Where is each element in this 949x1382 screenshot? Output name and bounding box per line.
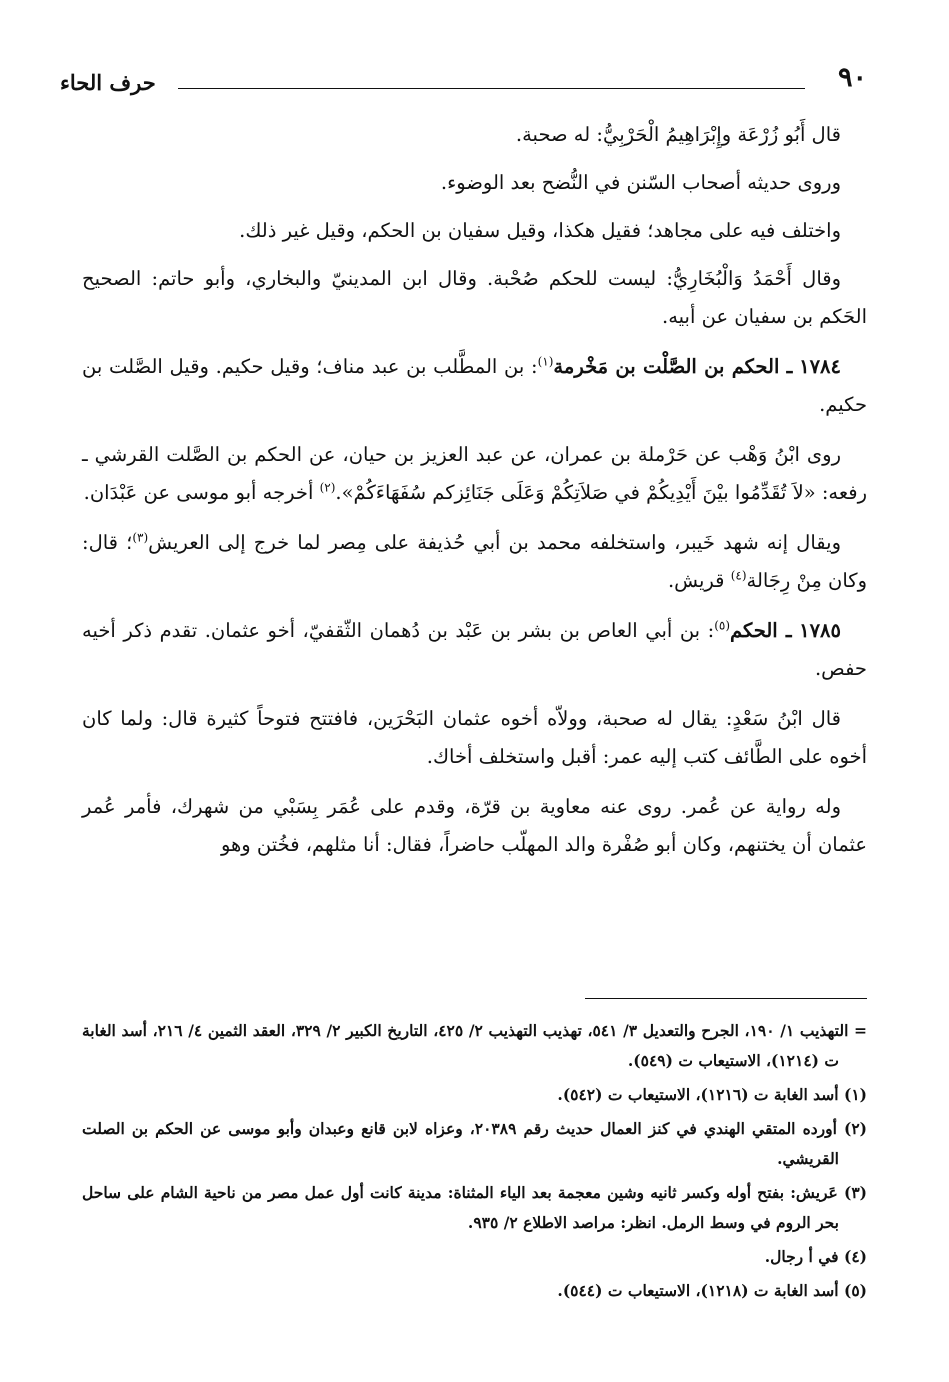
paragraph-text: ؛ قال: وكان مِنْ رِجَالة	[82, 531, 867, 592]
footnote-marker[interactable]: (٥)	[714, 618, 731, 633]
footnote-3: (٣) عَريش: بفتح أوله وكسر ثانيه وشين معجمة بعد الياء المثناة: مدينة كانت أول عمل مصر من ناحية الشام على ساحل بحر الروم في وسط الرمل. انظر: مراصد الاطلاع ٢/ ٩٣٥.	[82, 1183, 867, 1232]
paragraph	[82, 524, 867, 600]
footnote-4: (٤) في أ رجال.	[764, 1247, 867, 1266]
page-number: ٩٠	[837, 62, 867, 93]
entry-heading: ـ الحكم	[730, 619, 792, 642]
entry-text: : بن أبي العاص بن بشر بن عَبْد بن دُهمان الثّقفيّ، أخو عثمان. تقدم ذكر أخيه حفص.	[82, 619, 867, 680]
paragraph-text: روى ابْنُ وَهْب عن حَرْملة بن عمران، عن عبد العزيز بن حيان، عن الحكم بن الصَّلت القرشي ـ رفعه: «لاَ تُقَدِّمُوا بيْنَ أَيْدِيكُمْ في صَلاَتِكُمْ وَعَلَى جَنَائِزكم سُفَهَاءَكُمْ».	[82, 443, 867, 504]
page-header	[60, 62, 867, 102]
footnote-marker[interactable]: (٤)	[730, 568, 747, 583]
footnote-marker[interactable]: (٢)	[319, 480, 336, 495]
header-rule	[178, 88, 805, 89]
footnote-marker[interactable]: (٣)	[132, 530, 149, 545]
paragraph-text: أخرجه أبو موسى عن عَبْدَان.	[83, 481, 320, 504]
footnotes	[82, 1016, 867, 1310]
paragraph: وقال أَحْمَدُ وَالْبُخَارِيُّ: ليست للحكم صُحْبة. وقال ابن المدينيّ والبخاري، وأبو حاتم: الصحيح الحَكم بن سفيان عن أبيه.	[82, 267, 867, 328]
footnote-1: (١) أسد الغابة ت (١٢١٦)، الاستيعاب ت (٥٤٢).	[557, 1085, 867, 1104]
entry-1784	[82, 348, 867, 424]
main-text	[82, 116, 867, 876]
footnote-5: (٥) أسد الغابة ت (١٢١٨)، الاستيعاب ت (٥٤٤).	[557, 1281, 867, 1300]
footnote-rule	[585, 998, 867, 999]
entry-1785	[82, 612, 867, 688]
entry-number: ١٧٨٤	[799, 355, 841, 378]
entry-number: ١٧٨٥	[799, 619, 841, 642]
paragraph: وروى حديثه أصحاب السّنن في النُّضح بعد الوضوء.	[440, 171, 841, 194]
footnote-2: (٢) أورده المتقي الهندي في كنز العمال حديث رقم ٢٠٣٨٩، وعزاه لابن قانع وعبدان وأبو موسى عن الحكم بن الصلت القريشي.	[82, 1119, 867, 1168]
paragraph-text: قريش.	[667, 569, 731, 592]
paragraph: وله رواية عن عُمر. روى عنه معاوية بن قرّة، وقدم على عُمَر بِسَبْي من شهرك، فأمر عُمر عثمان أن يختنهم، وكان أبو صُفْرة والد المهلّب حاضراً، فقال: أنا مثلهم، فخُتن وهو	[82, 795, 867, 856]
paragraph	[82, 436, 867, 512]
paragraph: قال أَبُو زُرْعَة وإِبْرَاهِيمُ الْحَرْبِيُّ: له صحبة.	[515, 123, 841, 146]
footnote-continuation: = التهذيب ١/ ١٩٠، الجرح والتعديل ٣/ ٥٤١، تهذيب التهذيب ٢/ ٤٢٥، التاريخ الكبير ٢/ ٣٢٩، العقد الثمين ٤/ ٢١٦، أسد الغابة ت (١٢١٤)، الاستيعاب ت (٥٤٩).	[82, 1021, 868, 1070]
paragraph: قال ابْنُ سَعْدٍ: يقال له صحبة، وولاّه أخوه عثمان البَحْرَين، فافتتح فتوحاً كثيرة قال: ولما كان أخوه على الطَّائف كتب إليه عمر: أقبل واستخلف أخاك.	[82, 707, 867, 768]
paragraph: واختلف فيه على مجاهد؛ فقيل هكذا، وقيل سفيان بن الحكم، وقيل غير ذلك.	[239, 219, 841, 242]
entry-heading: ـ الحكم بن الصَّلْت بن مَخْرمة	[553, 355, 793, 378]
entry-text: : بن المطَّلب بن عبد مناف؛ وقيل حكيم. وقيل الصَّلت بن حكيم.	[82, 355, 867, 416]
paragraph-text: ويقال إنه شهد خَيبر، واستخلفه محمد بن أبي حُذيفة على مِصر لما خرج إلى العريش	[148, 531, 841, 554]
footnote-marker[interactable]: (١)	[537, 354, 554, 369]
running-title: حرف الحاء	[60, 70, 156, 95]
